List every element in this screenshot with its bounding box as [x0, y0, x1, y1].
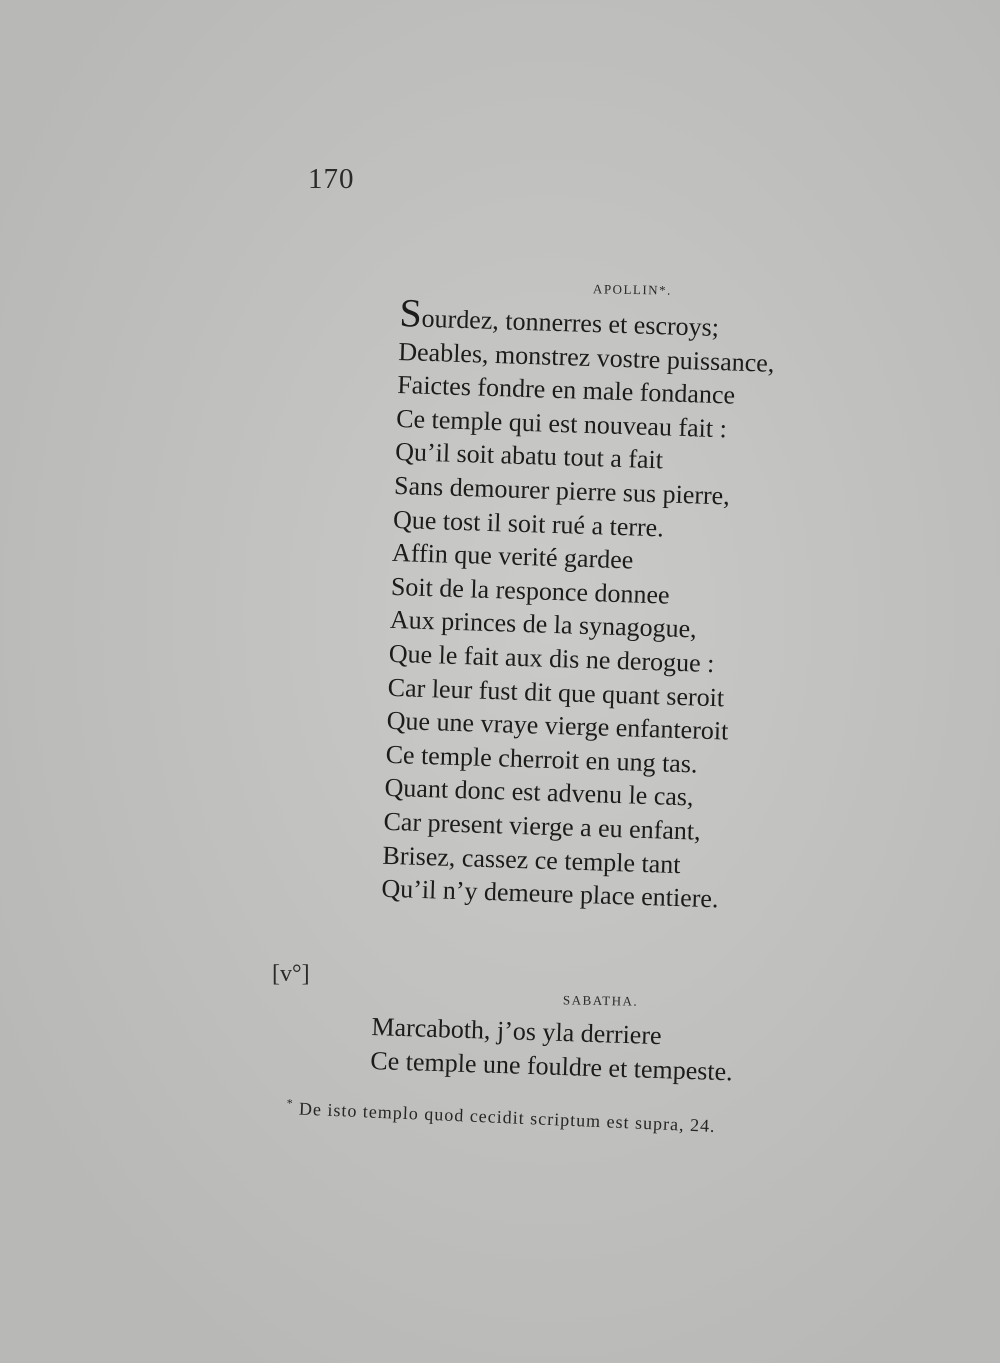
verse-line: Faictes fondre en male fondance	[396, 370, 736, 410]
verse-line: Soit de la responce donnee	[390, 571, 671, 610]
drop-cap: S	[398, 290, 423, 336]
page-number: 170	[308, 163, 355, 195]
verse-line: Qu’il soit abatu tout a fait	[394, 437, 664, 475]
speaker-name-sabatha: SABATHA.	[562, 992, 639, 1009]
footnote	[286, 1096, 716, 1137]
verse-line: Car leur fust dit que quant seroit	[387, 672, 725, 712]
speech-apollin	[381, 290, 776, 917]
verse-line: Qu’il n’y demeure place entiere.	[381, 873, 719, 914]
verse-line: Deables, monstrez vostre puissance,	[397, 336, 775, 378]
verse-line: Marcaboth, j’os yla derriere	[371, 1011, 662, 1051]
verse-line: Ce temple qui est nouveau fait :	[395, 403, 728, 444]
verse-line: Aux princes de la synagogue,	[389, 605, 698, 644]
verse-line: Car present vierge a eu enfant,	[383, 806, 702, 846]
verse-line: Que le fait aux dis ne derogue :	[388, 638, 715, 678]
verse-line: Sans demourer pierre sus pierre,	[393, 470, 731, 511]
verse-line: Que tost il soit rué a terre.	[392, 504, 665, 542]
footnote-marker: *	[286, 1096, 294, 1111]
speaker-name-apollin: APOLLIN*.	[592, 281, 672, 298]
verse-line: Affin que verité gardee	[391, 538, 634, 575]
footnote-text: De isto templo quod cecidit scriptum est supra, 24.	[298, 1098, 716, 1136]
verse-line: Brisez, cassez ce temple tant	[382, 840, 682, 879]
verse-line-text: ourdez, tonnerres et escroys;	[421, 303, 720, 343]
folio-marker: [v°]	[272, 961, 310, 987]
speech-sabatha	[370, 1010, 734, 1089]
verse-line: Quant donc est advenu le cas,	[384, 773, 694, 812]
verse-line: Ce temple une fouldre et tempeste.	[369, 1045, 734, 1086]
verse-line: Que une vraye vierge enfanteroit	[386, 705, 729, 746]
verse-line: Ce temple cherroit en ung tas.	[385, 739, 698, 779]
